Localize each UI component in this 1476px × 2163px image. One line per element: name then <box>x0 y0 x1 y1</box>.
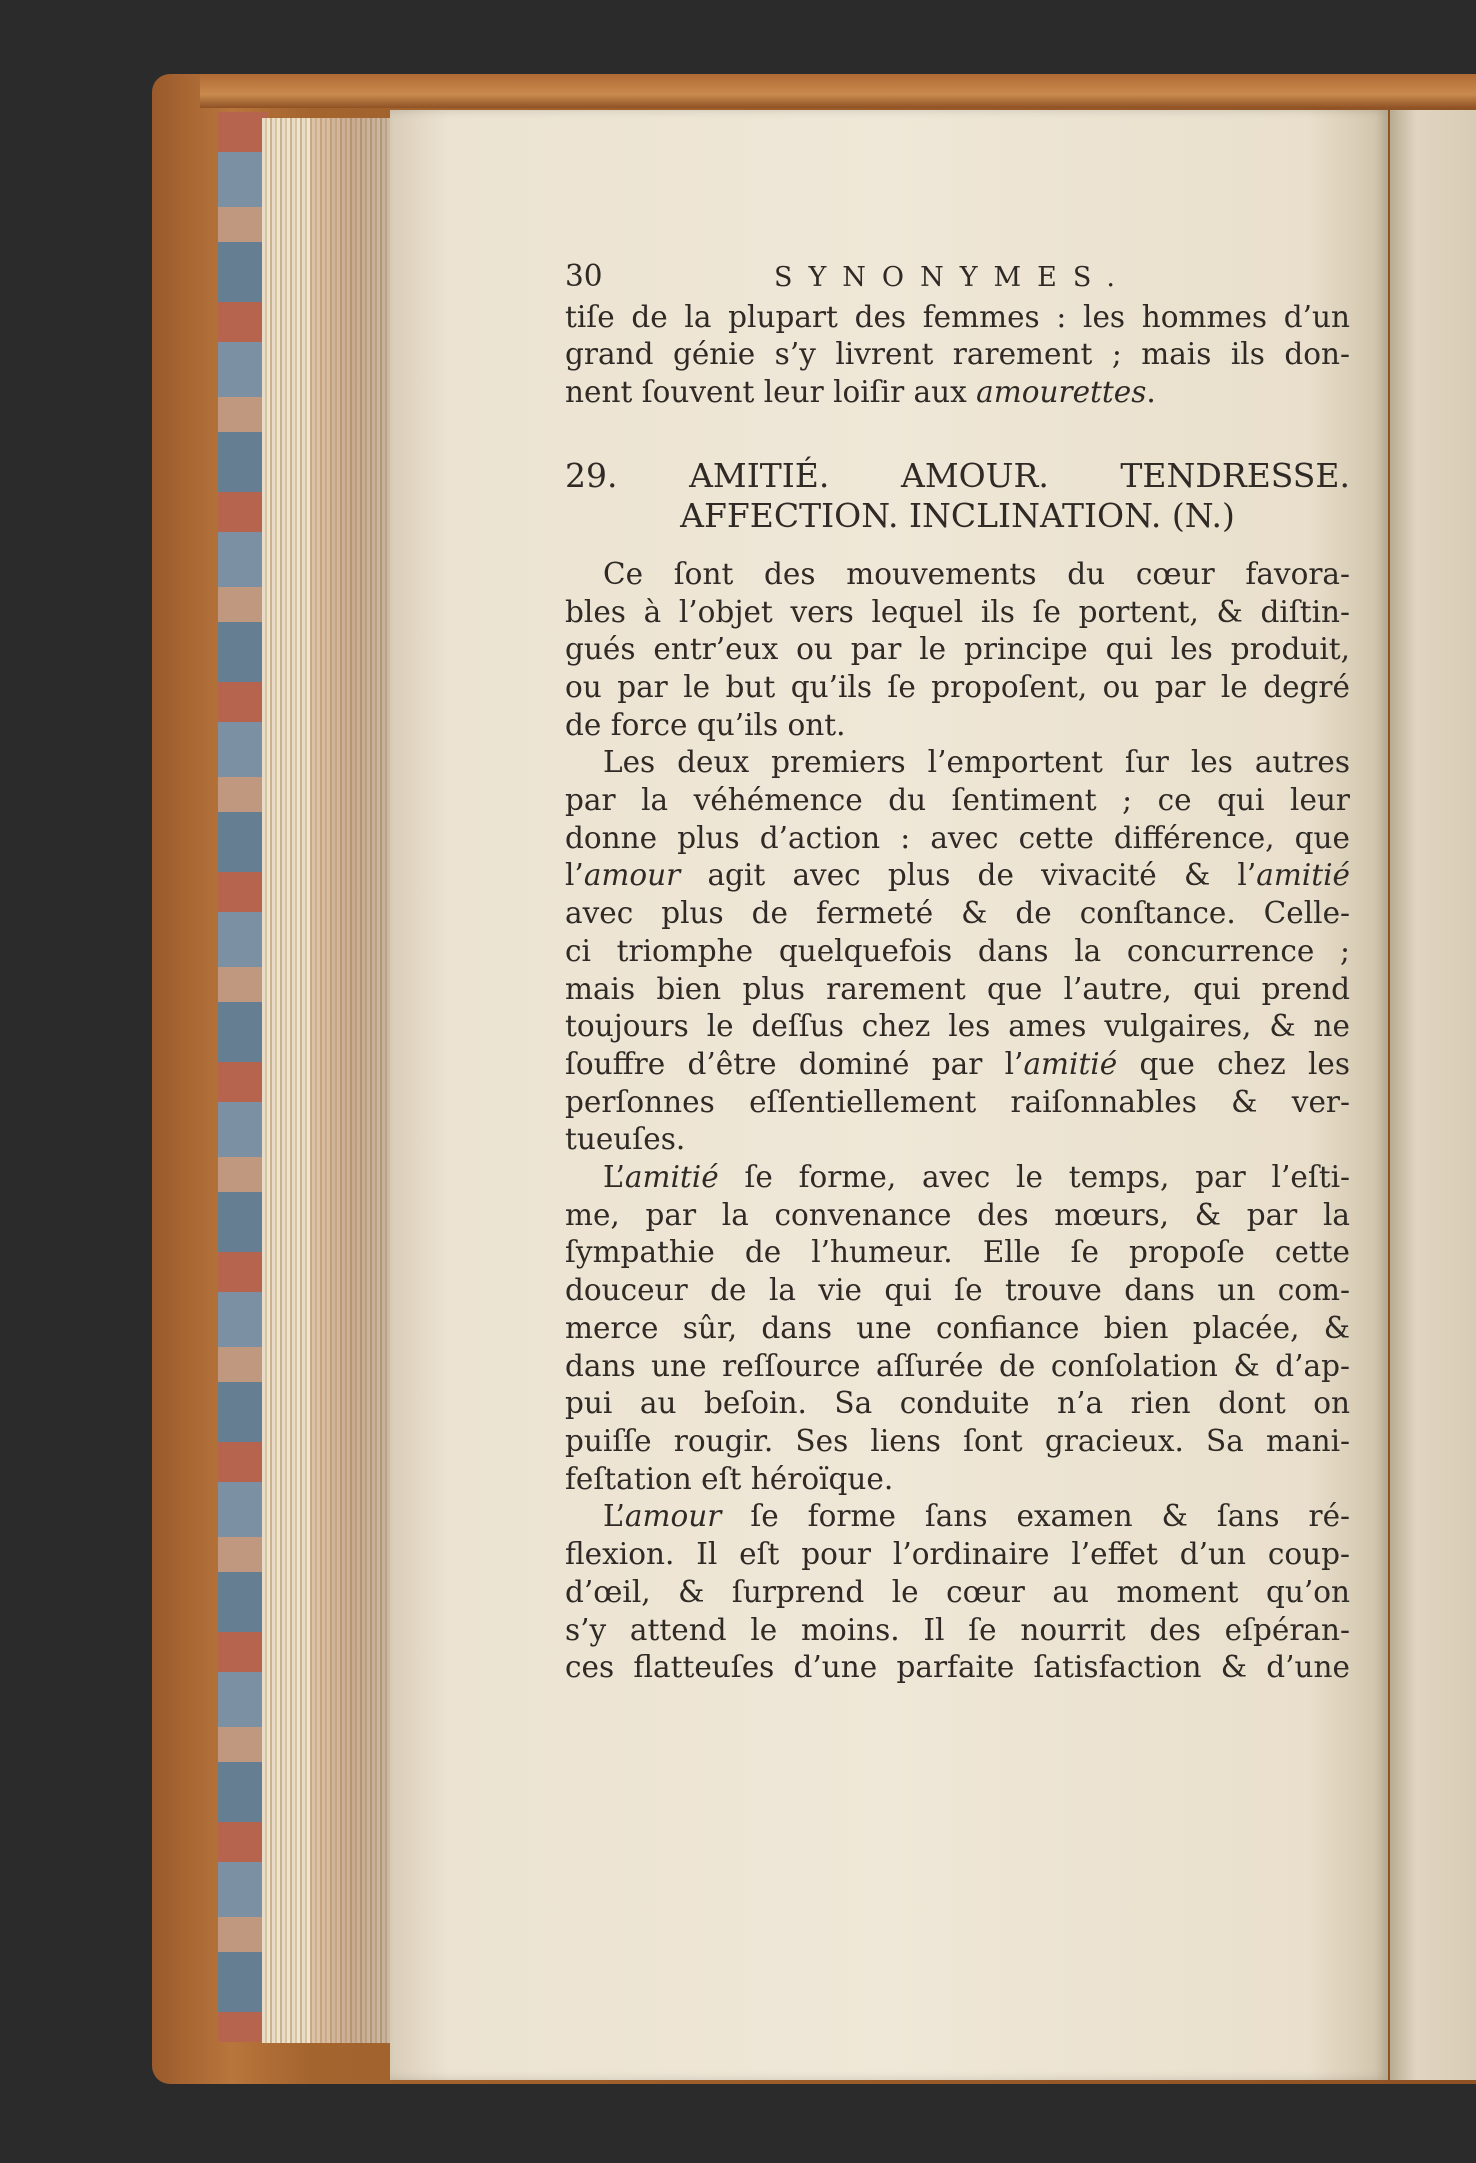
page-text <box>565 258 1350 1687</box>
text-line: ſouffre d’être dominé par l’amitié que chez les <box>565 1046 1351 1081</box>
page-number: 30 <box>565 259 603 293</box>
text-line: merce sûr, dans une confiance bien placée, & <box>565 1310 1350 1345</box>
text-line: perſonnes eſſentiellement raiſonnables & ver- <box>565 1084 1350 1119</box>
paragraph-4 <box>565 1498 1350 1687</box>
text-line: de force qu’ils ont. <box>565 707 846 742</box>
text-line: dans une reſſource aſſurée de conſolation & d’ap- <box>565 1348 1350 1383</box>
marbled-endpaper <box>218 112 268 2042</box>
italic-term: amourettes <box>976 375 1147 410</box>
page-stack-shade <box>310 118 392 2043</box>
text-line: pui au beſoin. Sa conduite n’a rien dont on <box>565 1386 1350 1421</box>
heading-line: AFFECTION. INCLINATION. (N.) <box>680 495 1235 535</box>
text-line: tiſe de la plupart des femmes : les hommes d’un <box>565 299 1350 334</box>
paragraph-3 <box>565 1159 1350 1498</box>
text-line: L’amour ſe forme ſans examen & ſans ré- <box>603 1499 1350 1534</box>
text-line: l’amour agit avec plus de vivacité & l’amitié <box>565 858 1350 893</box>
paragraph-2 <box>565 744 1350 1159</box>
running-title: SYNONYMES. <box>773 262 1131 293</box>
facing-page-edge <box>1390 110 1476 2080</box>
text-line: toujours le deſſus chez les ames vulgaires, & ne <box>565 1009 1350 1044</box>
text-line: avec plus de fermeté & de conſtance. Celle- <box>565 896 1350 931</box>
text-line: gués entr’eux ou par le principe qui les produit, <box>565 632 1350 667</box>
text-line: mais bien plus rarement que l’autre, qui prend <box>565 971 1350 1006</box>
italic-term: amour <box>624 1499 722 1534</box>
text-line: douceur de la vie qui ſe trouve dans un com- <box>565 1273 1350 1308</box>
text-line: puiſſe rougir. Ses liens ſont gracieux. Sa mani- <box>565 1423 1350 1458</box>
text-line: nent ſouvent leur loiſir aux amourettes. <box>565 375 1156 410</box>
text-line: ci triomphe quelquefois dans la concurrence ; <box>565 933 1350 968</box>
text-line: flexion. Il eſt pour l’ordinaire l’effet d’un coup- <box>565 1537 1350 1572</box>
article-heading <box>565 456 1350 536</box>
text-line: tueuſes. <box>565 1122 686 1157</box>
italic-term: amour <box>583 858 681 893</box>
text-line: me, par la convenance des mœurs, & par la <box>565 1197 1350 1232</box>
text-line: ces flatteuſes d’une parfaite ſatisfaction & d’une <box>565 1650 1350 1685</box>
book-cover-top-edge <box>200 74 1476 108</box>
text-line: grand génie s’y livrent rarement ; mais ils don- <box>565 337 1350 372</box>
italic-term: amitié <box>624 1160 719 1195</box>
text-line: ſympathie de l’humeur. Elle ſe propoſe cette <box>565 1235 1350 1270</box>
text-line: Ce ſont des mouvements du cœur favora- <box>603 556 1350 591</box>
italic-term: amitié <box>1256 858 1350 893</box>
heading-line: 29. AMITIÉ. AMOUR. TENDRESSE. <box>565 455 1350 495</box>
text-line: bles à l’objet vers lequel ils ſe portent, & diſtin- <box>565 594 1350 629</box>
text-line: donne plus d’action : avec cette différence, que <box>565 820 1350 855</box>
text-line: par la véhémence du ſentiment ; ce qui leur <box>565 783 1350 818</box>
text-line: L’amitié ſe forme, avec le temps, par l’eſti- <box>603 1160 1350 1195</box>
text-line: d’œil, & ſurprend le cœur au moment qu’on <box>565 1574 1350 1609</box>
text-line: s’y attend le moins. Il ſe nourrit des eſpéran- <box>565 1612 1350 1647</box>
running-head <box>565 258 1350 297</box>
intro-text <box>565 299 1350 412</box>
text-line: ou par le but qu’ils ſe propoſent, ou par le degré <box>565 669 1350 704</box>
text-line: feſtation eſt héroïque. <box>565 1461 894 1496</box>
paragraph-1 <box>565 556 1350 745</box>
text-line: Les deux premiers l’emportent ſur les autres <box>603 745 1350 780</box>
italic-term: amitié <box>1023 1046 1118 1081</box>
